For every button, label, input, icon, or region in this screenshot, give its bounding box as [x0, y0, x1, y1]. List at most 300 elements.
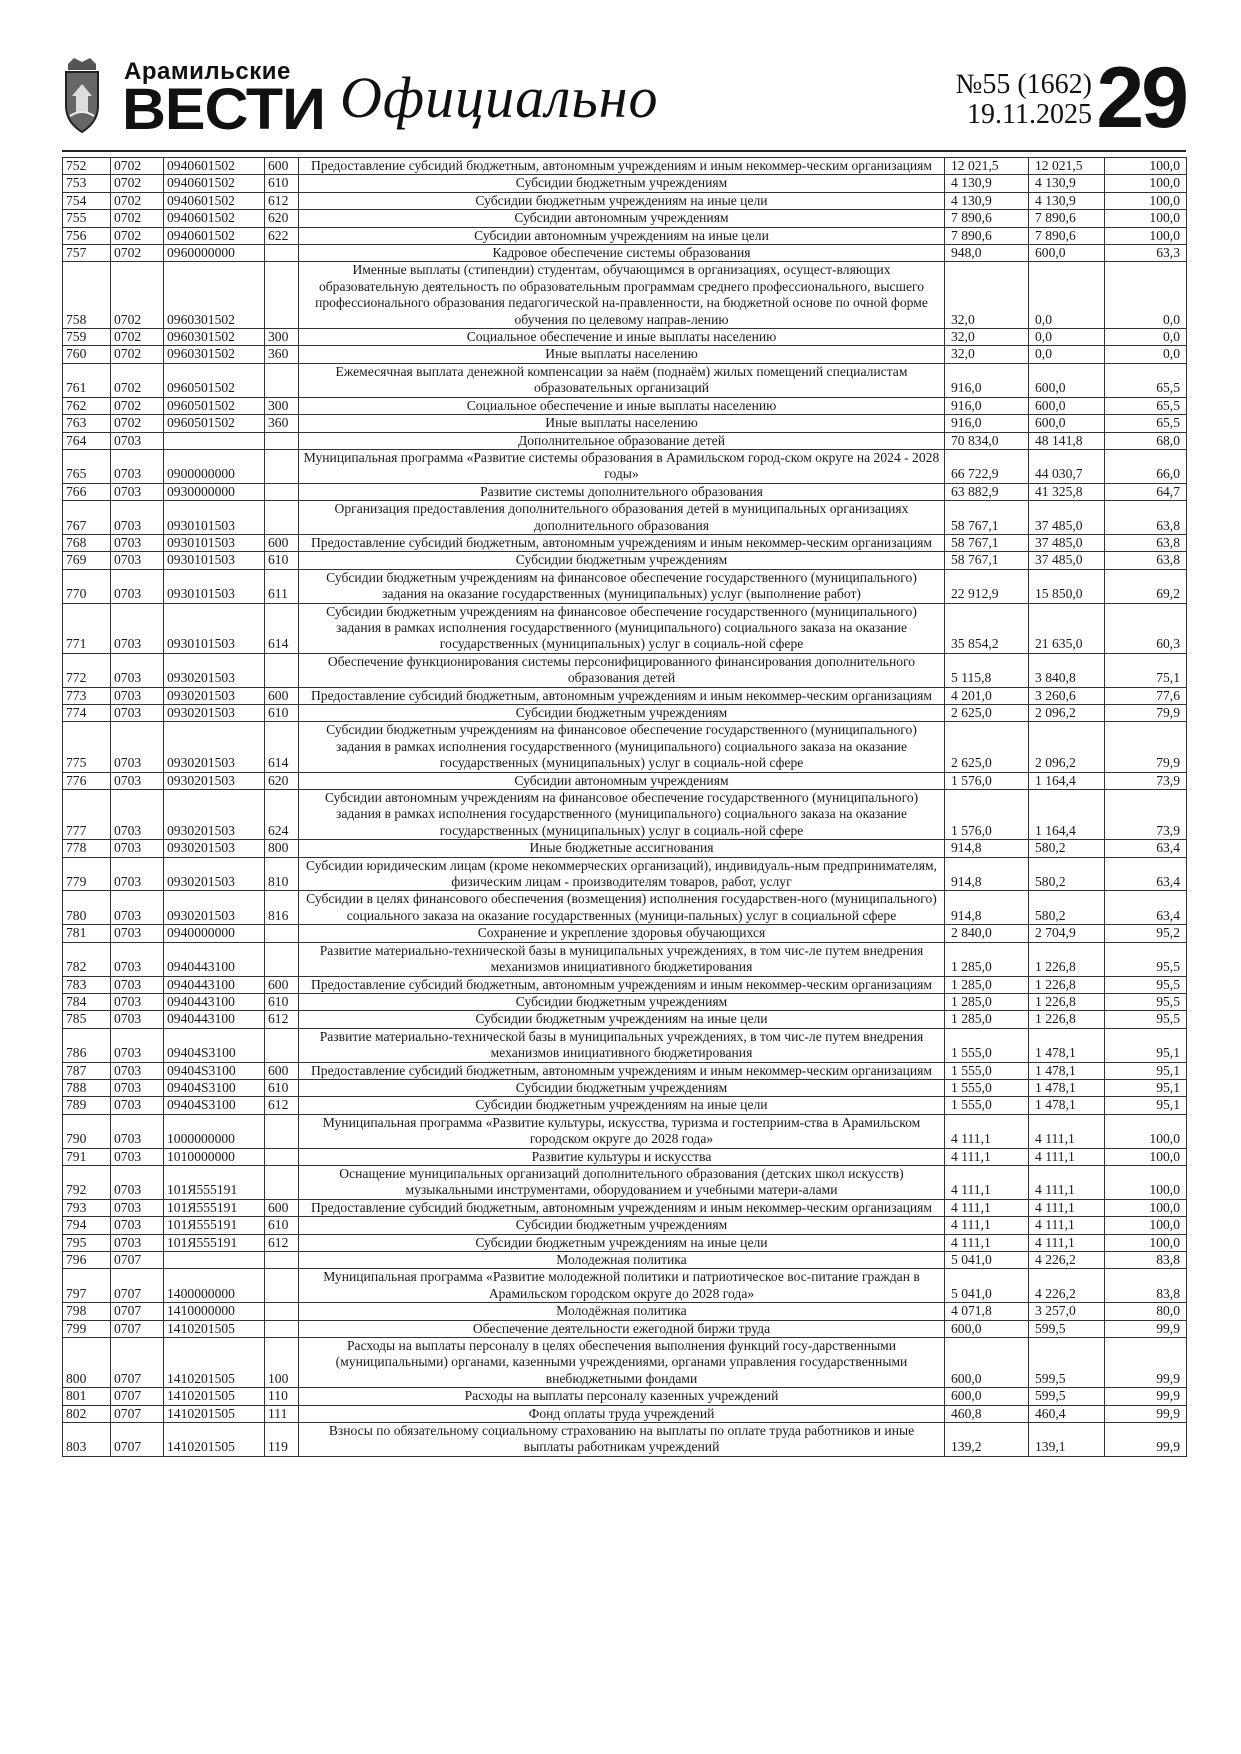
expense-type	[265, 483, 299, 500]
item-name: Субсидии бюджетным учреждениям	[299, 175, 945, 192]
planned-amount: 4 111,1	[945, 1234, 1029, 1251]
table-row	[63, 346, 1187, 363]
expense-type: 614	[265, 722, 299, 772]
section-code: 0702	[111, 329, 164, 346]
item-name: Субсидии бюджетным учреждениям	[299, 1079, 945, 1096]
actual-amount: 4 111,1	[1029, 1148, 1105, 1165]
row-number: 782	[63, 942, 111, 976]
table-row	[63, 840, 1187, 857]
row-number: 781	[63, 925, 111, 942]
brand-name-small: Арамильские	[124, 58, 291, 85]
actual-amount: 3 257,0	[1029, 1303, 1105, 1320]
section-code: 0702	[111, 245, 164, 262]
expense-type	[265, 363, 299, 397]
row-number: 789	[63, 1097, 111, 1114]
section-code: 0702	[111, 227, 164, 244]
planned-amount: 1 285,0	[945, 1011, 1029, 1028]
execution-percent: 0,0	[1105, 329, 1187, 346]
planned-amount: 7 890,6	[945, 227, 1029, 244]
section-code: 0703	[111, 790, 164, 840]
execution-percent: 63,8	[1105, 552, 1187, 569]
planned-amount: 916,0	[945, 397, 1029, 414]
actual-amount: 599,5	[1029, 1388, 1105, 1405]
section-code: 0703	[111, 603, 164, 653]
actual-amount: 599,5	[1029, 1320, 1105, 1337]
execution-percent: 99,9	[1105, 1423, 1187, 1457]
expense-type: 111	[265, 1405, 299, 1422]
section-code: 0703	[111, 857, 164, 891]
row-number: 783	[63, 976, 111, 993]
actual-amount: 1 226,8	[1029, 993, 1105, 1010]
section-code: 0703	[111, 1011, 164, 1028]
target-code: 0930101503	[164, 501, 265, 535]
item-name: Предоставление субсидий бюджетным, автономным учреждениям и иным некоммер-ческим организациям	[299, 534, 945, 551]
target-code: 0930201503	[164, 790, 265, 840]
planned-amount: 2 840,0	[945, 925, 1029, 942]
expense-type	[265, 1028, 299, 1062]
execution-percent: 99,9	[1105, 1405, 1187, 1422]
table-row	[63, 1097, 1187, 1114]
item-name: Обеспечение деятельности ежегодной биржи труда	[299, 1320, 945, 1337]
target-code: 1410201505	[164, 1405, 265, 1422]
section-code: 0703	[111, 925, 164, 942]
item-name: Субсидии бюджетным учреждениям на финансовое обеспечение государственного (муниципального) задания в рамках исполнения государственного (муниципального) социального заказа на оказание государственных (муниципальных) услуг в социаль-ной сфере	[299, 603, 945, 653]
execution-percent: 95,5	[1105, 942, 1187, 976]
execution-percent: 95,1	[1105, 1062, 1187, 1079]
section-code: 0702	[111, 158, 164, 175]
target-code: 09404S3100	[164, 1097, 265, 1114]
section-code: 0703	[111, 534, 164, 551]
actual-amount: 2 096,2	[1029, 705, 1105, 722]
item-name: Субсидии бюджетным учреждениям	[299, 993, 945, 1010]
row-number: 793	[63, 1199, 111, 1216]
target-code: 0940601502	[164, 175, 265, 192]
execution-percent: 100,0	[1105, 158, 1187, 175]
actual-amount: 600,0	[1029, 245, 1105, 262]
execution-percent: 0,0	[1105, 346, 1187, 363]
target-code	[164, 432, 265, 449]
issue-info	[882, 70, 1092, 130]
planned-amount: 600,0	[945, 1338, 1029, 1388]
section-code: 0707	[111, 1303, 164, 1320]
planned-amount: 4 130,9	[945, 175, 1029, 192]
table-row	[63, 705, 1187, 722]
item-name: Развитие материально-технической базы в муниципальных учреждениях, в том чис-ле путем внедрения механизмов инициативного бюджетирования	[299, 1028, 945, 1062]
expense-type	[265, 1114, 299, 1148]
expense-type	[265, 1252, 299, 1269]
row-number: 776	[63, 772, 111, 789]
expense-type	[265, 925, 299, 942]
row-number: 800	[63, 1338, 111, 1388]
actual-amount: 600,0	[1029, 363, 1105, 397]
section-code: 0703	[111, 1114, 164, 1148]
table-row	[63, 1405, 1187, 1422]
planned-amount: 70 834,0	[945, 432, 1029, 449]
planned-amount: 916,0	[945, 363, 1029, 397]
target-code: 0930201503	[164, 772, 265, 789]
execution-percent: 80,0	[1105, 1303, 1187, 1320]
actual-amount: 7 890,6	[1029, 227, 1105, 244]
table-row	[63, 1199, 1187, 1216]
actual-amount: 4 226,2	[1029, 1269, 1105, 1303]
expense-type	[265, 262, 299, 329]
actual-amount: 600,0	[1029, 397, 1105, 414]
expense-type: 622	[265, 227, 299, 244]
row-number: 753	[63, 175, 111, 192]
planned-amount: 32,0	[945, 262, 1029, 329]
row-number: 778	[63, 840, 111, 857]
execution-percent: 99,9	[1105, 1338, 1187, 1388]
execution-percent: 79,9	[1105, 722, 1187, 772]
row-number: 768	[63, 534, 111, 551]
item-name: Именные выплаты (стипендии) студентам, обучающимся в организациях, осущест-вляющих образовательную деятельность по образовательным программам среднего профессионального, высшего профессионального образования педагогической на-правленности, на бюджетной основе по очной форме обучения по целевому направ-лению	[299, 262, 945, 329]
expense-type: 600	[265, 976, 299, 993]
expense-type: 300	[265, 397, 299, 414]
execution-percent: 63,3	[1105, 245, 1187, 262]
section-code: 0702	[111, 262, 164, 329]
execution-percent: 69,2	[1105, 569, 1187, 603]
target-code: 0960501502	[164, 415, 265, 432]
actual-amount: 2 704,9	[1029, 925, 1105, 942]
expense-type: 610	[265, 552, 299, 569]
planned-amount: 58 767,1	[945, 501, 1029, 535]
table-row	[63, 857, 1187, 891]
coat-of-arms-icon	[62, 56, 102, 136]
target-code: 1410201505	[164, 1320, 265, 1337]
section-code: 0703	[111, 840, 164, 857]
section-code: 0703	[111, 1217, 164, 1234]
planned-amount: 4 201,0	[945, 687, 1029, 704]
item-name: Субсидии бюджетным учреждениям	[299, 552, 945, 569]
table-row	[63, 245, 1187, 262]
table-row	[63, 1028, 1187, 1062]
actual-amount: 1 164,4	[1029, 772, 1105, 789]
row-number: 803	[63, 1423, 111, 1457]
row-number: 788	[63, 1079, 111, 1096]
section-code: 0703	[111, 1234, 164, 1251]
planned-amount: 1 555,0	[945, 1097, 1029, 1114]
expense-type: 612	[265, 1234, 299, 1251]
section-code: 0703	[111, 1097, 164, 1114]
execution-percent: 83,8	[1105, 1269, 1187, 1303]
row-number: 754	[63, 192, 111, 209]
table-row	[63, 942, 1187, 976]
target-code: 101Я555191	[164, 1217, 265, 1234]
table-row	[63, 1011, 1187, 1028]
actual-amount: 0,0	[1029, 346, 1105, 363]
row-number: 785	[63, 1011, 111, 1028]
section-code: 0703	[111, 432, 164, 449]
issue-number: №55 (1662)	[955, 69, 1092, 100]
item-name: Субсидии автономным учреждениям	[299, 210, 945, 227]
target-code	[164, 1252, 265, 1269]
execution-percent: 63,4	[1105, 840, 1187, 857]
table-row	[63, 1338, 1187, 1388]
target-code: 101Я555191	[164, 1234, 265, 1251]
actual-amount: 1 478,1	[1029, 1097, 1105, 1114]
expense-type: 300	[265, 329, 299, 346]
item-name: Муниципальная программа «Развитие системы образования в Арамильском город-ском округе на 2024 - 2028 годы»	[299, 449, 945, 483]
target-code: 0930101503	[164, 603, 265, 653]
item-name: Ежемесячная выплата денежной компенсации за наём (поднаём) жилых помещений специалистам образовательных организаций	[299, 363, 945, 397]
brand-name-big: ВЕСТИ	[122, 77, 325, 142]
actual-amount: 15 850,0	[1029, 569, 1105, 603]
target-code: 0960301502	[164, 346, 265, 363]
actual-amount: 3 260,6	[1029, 687, 1105, 704]
item-name: Социальное обеспечение и иные выплаты населению	[299, 397, 945, 414]
section-code: 0703	[111, 1028, 164, 1062]
row-number: 767	[63, 501, 111, 535]
section-code: 0703	[111, 1079, 164, 1096]
table-row	[63, 1114, 1187, 1148]
item-name: Расходы на выплаты персоналу в целях обеспечения выполнения функций госу-дарственными (муниципальными) органами, казенными учреждениями, органами управления государственными внебюджетными фондами	[299, 1338, 945, 1388]
planned-amount: 58 767,1	[945, 552, 1029, 569]
section-code: 0703	[111, 976, 164, 993]
table-row	[63, 653, 1187, 687]
section-code: 0703	[111, 772, 164, 789]
table-row	[63, 790, 1187, 840]
item-name: Субсидии автономным учреждениям на финансовое обеспечение государственного (муниципального) задания в рамках исполнения государственного (муниципального) социального заказа на оказание государственных (муниципальных) услуг в социаль-ной сфере	[299, 790, 945, 840]
execution-percent: 100,0	[1105, 227, 1187, 244]
expense-type: 600	[265, 687, 299, 704]
planned-amount: 914,8	[945, 891, 1029, 925]
row-number: 787	[63, 1062, 111, 1079]
row-number: 777	[63, 790, 111, 840]
planned-amount: 32,0	[945, 329, 1029, 346]
row-number: 786	[63, 1028, 111, 1062]
row-number: 765	[63, 449, 111, 483]
target-code: 0930201503	[164, 840, 265, 857]
actual-amount: 4 111,1	[1029, 1217, 1105, 1234]
planned-amount: 1 576,0	[945, 772, 1029, 789]
table-row	[63, 687, 1187, 704]
table-row	[63, 227, 1187, 244]
actual-amount: 599,5	[1029, 1338, 1105, 1388]
actual-amount: 580,2	[1029, 891, 1105, 925]
section-code: 0707	[111, 1252, 164, 1269]
budget-table	[62, 157, 1187, 1457]
row-number: 791	[63, 1148, 111, 1165]
table-row	[63, 158, 1187, 175]
planned-amount: 4 111,1	[945, 1199, 1029, 1216]
item-name: Иные выплаты населению	[299, 346, 945, 363]
actual-amount: 580,2	[1029, 857, 1105, 891]
item-name: Развитие культуры и искусства	[299, 1148, 945, 1165]
expense-type: 610	[265, 1217, 299, 1234]
table-row	[63, 891, 1187, 925]
section-code: 0702	[111, 175, 164, 192]
expense-type: 610	[265, 705, 299, 722]
row-number: 792	[63, 1165, 111, 1199]
table-row	[63, 363, 1187, 397]
row-number: 797	[63, 1269, 111, 1303]
item-name: Предоставление субсидий бюджетным, автономным учреждениям и иным некоммер-ческим организациям	[299, 687, 945, 704]
table-row	[63, 1303, 1187, 1320]
item-name: Развитие системы дополнительного образования	[299, 483, 945, 500]
planned-amount: 948,0	[945, 245, 1029, 262]
section-code: 0703	[111, 1199, 164, 1216]
section-code: 0703	[111, 993, 164, 1010]
actual-amount: 1 164,4	[1029, 790, 1105, 840]
actual-amount: 3 840,8	[1029, 653, 1105, 687]
execution-percent: 95,1	[1105, 1079, 1187, 1096]
actual-amount: 1 226,8	[1029, 942, 1105, 976]
item-name: Субсидии бюджетным учреждениям на иные цели	[299, 192, 945, 209]
target-code: 1410201505	[164, 1423, 265, 1457]
section-code: 0703	[111, 687, 164, 704]
item-name: Субсидии в целях финансового обеспечения (возмещения) исполнения государствен-ного (муниципального) социального заказа на оказание государственных (муници-пальных) услуг в социальной сфере	[299, 891, 945, 925]
target-code: 0940443100	[164, 993, 265, 1010]
issue-date: 19.11.2025	[967, 99, 1092, 130]
expense-type	[265, 942, 299, 976]
planned-amount: 4 130,9	[945, 192, 1029, 209]
table-row	[63, 772, 1187, 789]
actual-amount: 139,1	[1029, 1423, 1105, 1457]
planned-amount: 1 555,0	[945, 1062, 1029, 1079]
item-name: Организация предоставления дополнительного образования детей в муниципальных организациях дополнительного образования	[299, 501, 945, 535]
row-number: 794	[63, 1217, 111, 1234]
item-name: Оснащение муниципальных организаций дополнительного образования (детских школ искусств) музыкальными инструментами, оборудованием и учебными матери-алами	[299, 1165, 945, 1199]
actual-amount: 37 485,0	[1029, 501, 1105, 535]
row-number: 795	[63, 1234, 111, 1251]
expense-type: 110	[265, 1388, 299, 1405]
execution-percent: 95,1	[1105, 1028, 1187, 1062]
planned-amount: 2 625,0	[945, 722, 1029, 772]
row-number: 769	[63, 552, 111, 569]
table-row	[63, 1320, 1187, 1337]
page-header	[62, 50, 1186, 148]
item-name: Субсидии бюджетным учреждениям на финансовое обеспечение государственного (муниципального) задания в рамках исполнения государственного (муниципального) социального заказа на оказание государственных (муниципальных) услуг в социаль-ной сфере	[299, 722, 945, 772]
row-number: 796	[63, 1252, 111, 1269]
execution-percent: 77,6	[1105, 687, 1187, 704]
planned-amount: 12 021,5	[945, 158, 1029, 175]
target-code: 0940601502	[164, 192, 265, 209]
item-name: Молодежная политика	[299, 1252, 945, 1269]
execution-percent: 83,8	[1105, 1252, 1187, 1269]
planned-amount: 22 912,9	[945, 569, 1029, 603]
target-code: 1400000000	[164, 1269, 265, 1303]
planned-amount: 32,0	[945, 346, 1029, 363]
table-row	[63, 552, 1187, 569]
planned-amount: 58 767,1	[945, 534, 1029, 551]
row-number: 758	[63, 262, 111, 329]
execution-percent: 95,5	[1105, 993, 1187, 1010]
execution-percent: 63,4	[1105, 891, 1187, 925]
planned-amount: 1 285,0	[945, 942, 1029, 976]
target-code: 0940443100	[164, 976, 265, 993]
row-number: 770	[63, 569, 111, 603]
row-number: 756	[63, 227, 111, 244]
table-row	[63, 397, 1187, 414]
expense-type	[265, 1148, 299, 1165]
actual-amount: 1 478,1	[1029, 1028, 1105, 1062]
planned-amount: 35 854,2	[945, 603, 1029, 653]
expense-type: 610	[265, 175, 299, 192]
table-row	[63, 262, 1187, 329]
expense-type: 611	[265, 569, 299, 603]
target-code: 09404S3100	[164, 1028, 265, 1062]
table-row	[63, 210, 1187, 227]
planned-amount: 2 625,0	[945, 705, 1029, 722]
target-code: 0930101503	[164, 552, 265, 569]
expense-type: 810	[265, 857, 299, 891]
target-code: 0940443100	[164, 942, 265, 976]
target-code: 101Я555191	[164, 1199, 265, 1216]
item-name: Иные бюджетные ассигнования	[299, 840, 945, 857]
actual-amount: 4 130,9	[1029, 192, 1105, 209]
row-number: 764	[63, 432, 111, 449]
item-name: Субсидии автономным учреждениям	[299, 772, 945, 789]
item-name: Муниципальная программа «Развитие молодежной политики и патриотическое вос-питание граждан в Арамильском городском округе до 2028 года»	[299, 1269, 945, 1303]
actual-amount: 4 111,1	[1029, 1114, 1105, 1148]
expense-type: 612	[265, 1097, 299, 1114]
expense-type	[265, 653, 299, 687]
expense-type	[265, 1269, 299, 1303]
section-code: 0703	[111, 1148, 164, 1165]
actual-amount: 460,4	[1029, 1405, 1105, 1422]
actual-amount: 580,2	[1029, 840, 1105, 857]
row-number: 766	[63, 483, 111, 500]
planned-amount: 1 576,0	[945, 790, 1029, 840]
expense-type: 360	[265, 346, 299, 363]
target-code: 0940601502	[164, 227, 265, 244]
target-code: 0930201503	[164, 857, 265, 891]
planned-amount: 4 111,1	[945, 1217, 1029, 1234]
planned-amount: 600,0	[945, 1388, 1029, 1405]
expense-type	[265, 1165, 299, 1199]
section-title: Официально	[340, 65, 659, 130]
table-row	[63, 1062, 1187, 1079]
table-row	[63, 722, 1187, 772]
table-row	[63, 976, 1187, 993]
expense-type: 610	[265, 1079, 299, 1096]
target-code: 09404S3100	[164, 1062, 265, 1079]
execution-percent: 100,0	[1105, 1217, 1187, 1234]
page-number: 29	[1096, 50, 1186, 146]
section-code: 0703	[111, 552, 164, 569]
section-code: 0707	[111, 1405, 164, 1422]
section-code: 0703	[111, 705, 164, 722]
table-row	[63, 1165, 1187, 1199]
target-code: 0930201503	[164, 653, 265, 687]
planned-amount: 1 555,0	[945, 1028, 1029, 1062]
planned-amount: 4 071,8	[945, 1303, 1029, 1320]
item-name: Предоставление субсидий бюджетным, автономным учреждениям и иным некоммер-ческим организациям	[299, 976, 945, 993]
item-name: Предоставление субсидий бюджетным, автономным учреждениям и иным некоммер-ческим организациям	[299, 1062, 945, 1079]
table-body	[63, 158, 1187, 1457]
execution-percent: 73,9	[1105, 772, 1187, 789]
execution-percent: 73,9	[1105, 790, 1187, 840]
target-code: 0900000000	[164, 449, 265, 483]
section-code: 0703	[111, 1165, 164, 1199]
planned-amount: 5 041,0	[945, 1269, 1029, 1303]
target-code: 0960301502	[164, 262, 265, 329]
expense-type: 620	[265, 210, 299, 227]
planned-amount: 66 722,9	[945, 449, 1029, 483]
expense-type	[265, 1303, 299, 1320]
actual-amount: 12 021,5	[1029, 158, 1105, 175]
planned-amount: 5 041,0	[945, 1252, 1029, 1269]
actual-amount: 4 226,2	[1029, 1252, 1105, 1269]
target-code: 1410201505	[164, 1338, 265, 1388]
row-number: 760	[63, 346, 111, 363]
planned-amount: 7 890,6	[945, 210, 1029, 227]
planned-amount: 4 111,1	[945, 1165, 1029, 1199]
row-number: 755	[63, 210, 111, 227]
actual-amount: 2 096,2	[1029, 722, 1105, 772]
target-code: 0930000000	[164, 483, 265, 500]
section-code: 0703	[111, 722, 164, 772]
